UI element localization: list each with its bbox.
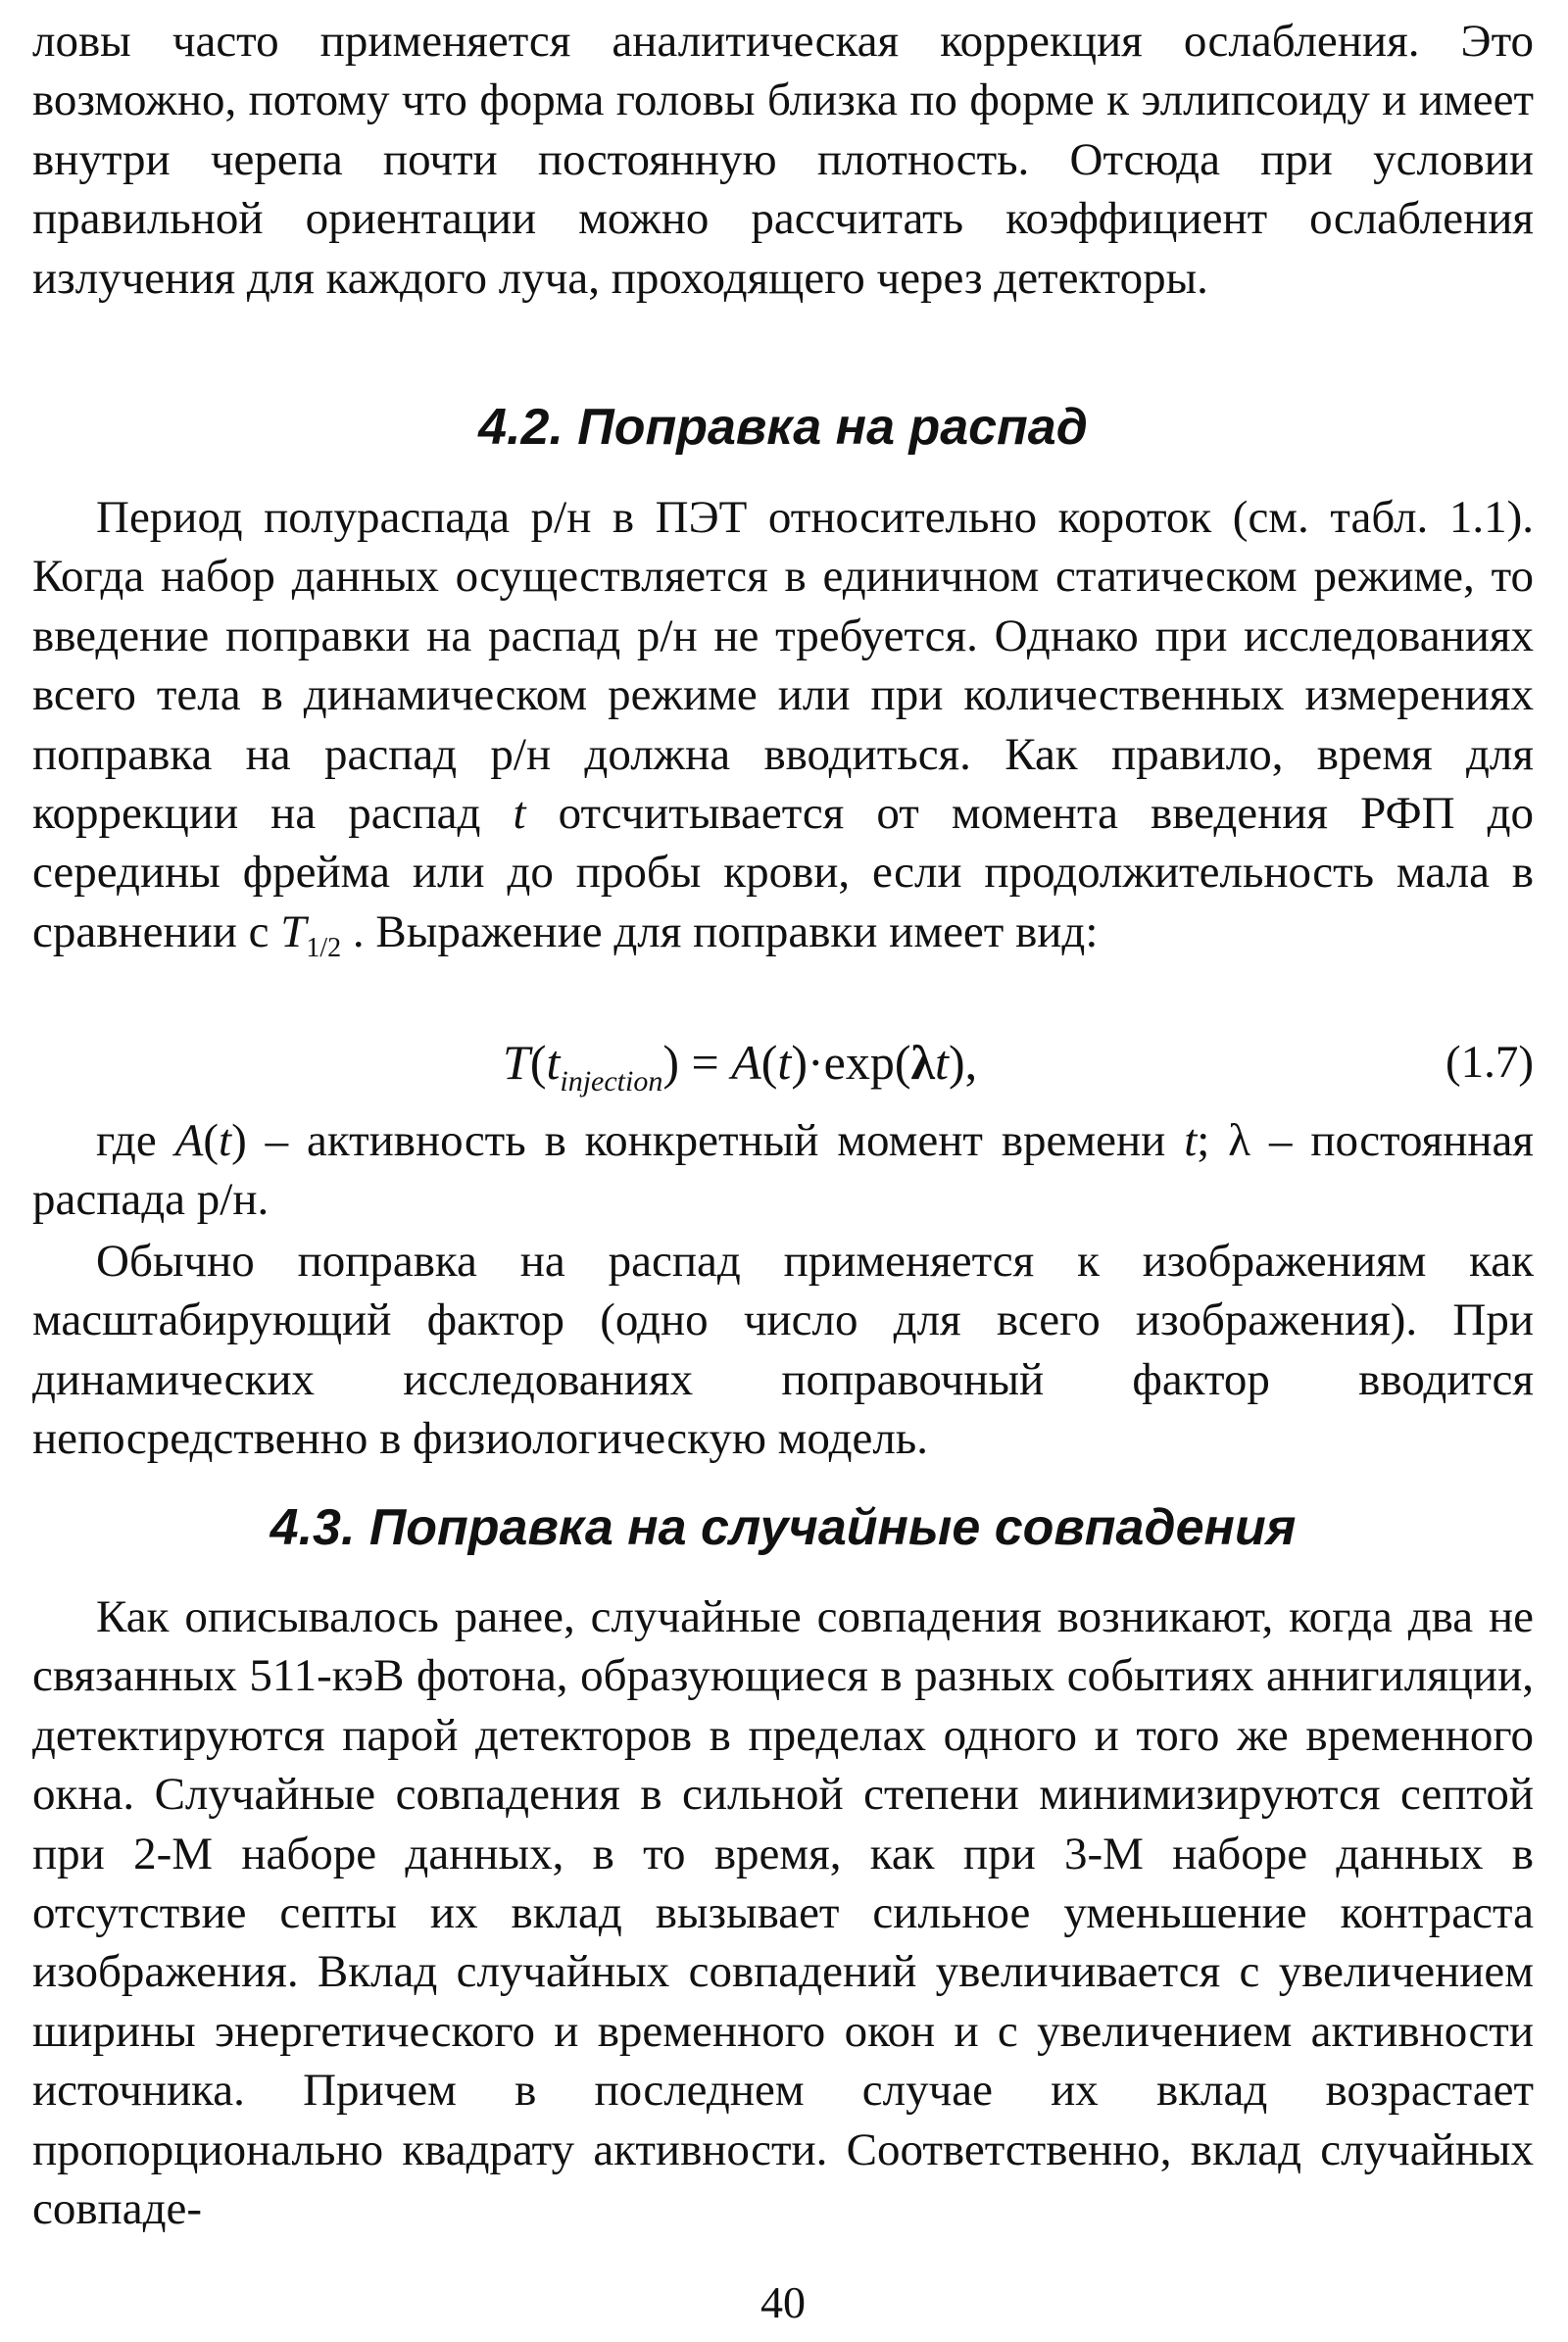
formula-dot-exp: ·exp(: [807, 1035, 911, 1090]
heading-random-coincidences: 4.3. Поправка на случайные совпадения: [270, 1499, 1297, 1556]
formula-t3: t: [935, 1035, 949, 1090]
text-fragment: ; λ – постоянная распада р/н.: [32, 1115, 1534, 1226]
formula-expression: $T(t_{injection}) = A(t)\cdot\exp(\lambda t)$,: [503, 1035, 978, 1098]
var-t: t: [1184, 1115, 1198, 1166]
formula-close: ),: [948, 1035, 978, 1090]
paragraph-where-definition: где A(t) – активность в конкретный момент времени t; λ – постоянная распада р/н.: [32, 1115, 1534, 1226]
page-number: 40: [760, 2277, 806, 2327]
paragraph-attenuation-end: ловы часто применяется аналитическая коррекция ослабления. Это возможно, потому что форма головы близка по форме к эллипсоиду и имеет внутри черепа почти постоянную плотность. Отсюда при условии правильной ориентации можно рассчитать коэффициент ослабления излучения для каждого луча, проходящего через детекторы.: [32, 16, 1534, 304]
text-fragment: Период полураспада р/н в ПЭТ относительно короток (см. табл. 1.1). Когда набор данных осуществляется в единичном статическом режиме, то введение поправки на распад р/н не требуется. Однако при исследованиях всего тела в динамическом режиме или при количественных измерениях поправка на распад р/н должна вводиться. Как правило, время для коррекции на распад: [32, 492, 1534, 840]
text-fragment: отсчитывается от момента введения РФП до середины фрейма или до пробы крови, если продолжительность мала в сравнении с: [32, 788, 1535, 957]
var-T-half: [280, 905, 342, 963]
heading-decay-correction: 4.2. Поправка на распад: [478, 399, 1088, 456]
formula-lambda: λ: [910, 1035, 936, 1090]
text-fragment: где: [96, 1115, 175, 1166]
paragraph-decay-intro: [32, 488, 1534, 961]
subscript-half: 1/2: [306, 932, 342, 963]
formula-subscript-injection: injection: [560, 1065, 663, 1098]
formula-1-7: [32, 1031, 1534, 1098]
formula-A: A: [731, 1035, 761, 1090]
formula-t: t: [546, 1035, 561, 1090]
var-t: t: [219, 1115, 232, 1166]
paragraph-random-coincidences: Как описывалось ранее, случайные совпадения возникают, когда два не связанных 511-кэВ фотона, образующиеся в разных событиях аннигиляции, детектируются парой детекторов в пределах одного и того же временного окна. Случайные совпадения в сильной степени минимизируются септой при 2-М наборе данных, в то время, как при 3-М наборе данных в отсутствие септы их вклад вызывает сильное уменьшение контраста изображения. Вклад случайных совпадений увеличивается с увеличением ширины энергетического и временного окон и с увеличением активности источника. Причем в последнем случае их вклад возрастает пропорционально квадрату активности. Соответственно, вклад случайных совпаде-: [32, 1591, 1534, 2235]
var-T: T: [280, 905, 307, 957]
text-fragment: . Выражение для поправки имеет вид:: [341, 905, 1099, 957]
formula-T: T: [503, 1035, 530, 1090]
text-fragment: – активность в конкретный момент времени: [246, 1115, 1185, 1166]
var-A: A: [174, 1115, 204, 1166]
var-t: t: [513, 788, 526, 840]
formula-t2: t: [777, 1035, 792, 1090]
equation-number: (1.7): [1445, 1037, 1534, 1088]
paragraph-scaling-factor: Обычно поправка на распад применяется к изображениям как масштабирующий фактор (одно число для всего изображения). При динамических исследованиях поправочный фактор вводится непосредственно в физиологическую модель.: [32, 1236, 1534, 1465]
document-page: [32, 0, 1534, 2342]
